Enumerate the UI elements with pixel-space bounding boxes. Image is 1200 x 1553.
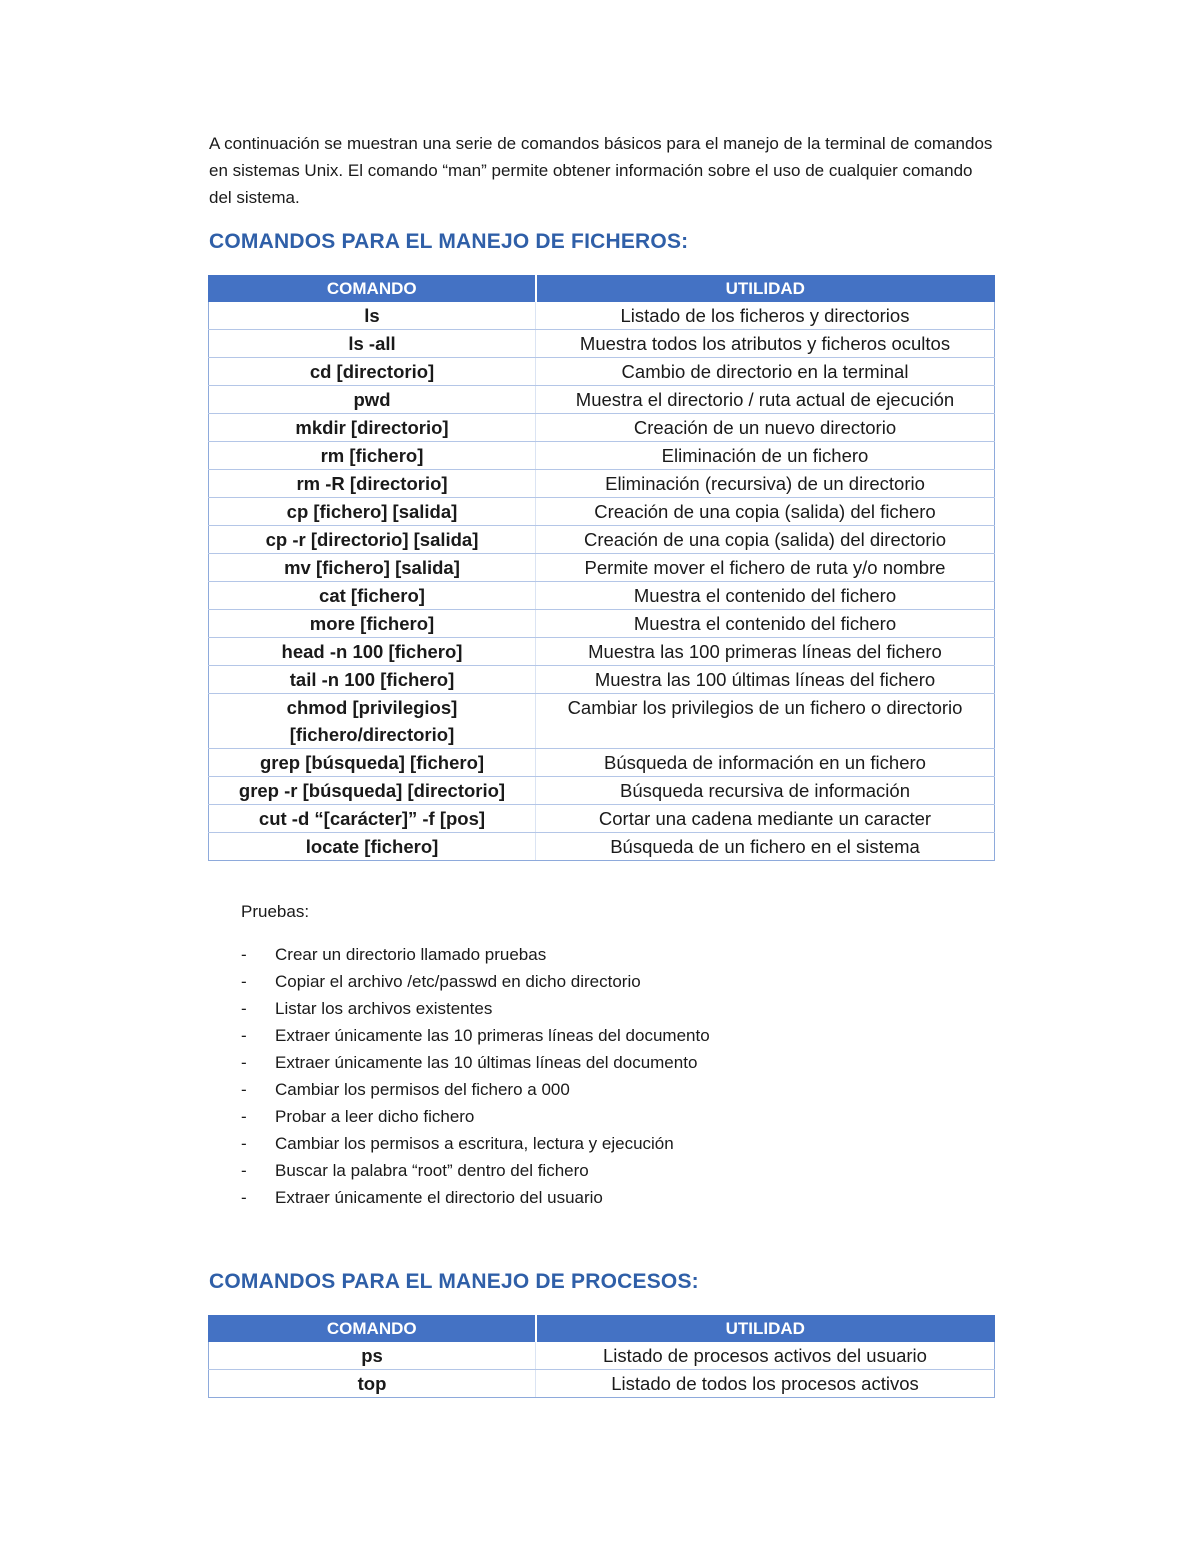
utility-cell: Búsqueda de un fichero en el sistema [536,833,995,861]
table-row [209,666,995,694]
command-cell: cp [fichero] [salida] [209,498,536,526]
command-cell: more [fichero] [209,610,536,638]
table-row [209,442,995,470]
command-cell: cat [fichero] [209,582,536,610]
table-row [209,582,995,610]
utility-cell: Cambiar los privilegios de un fichero o directorio [536,694,995,749]
bullet-dash: - [241,1161,247,1180]
list-item-text: Cambiar los permisos a escritura, lectura y ejecución [275,1134,674,1153]
table-row [209,498,995,526]
command-cell: mv [fichero] [salida] [209,554,536,582]
table-row [209,470,995,498]
table-row [209,330,995,358]
table-row [209,749,995,777]
column-header-utility: UTILIDAD [536,276,995,302]
files-section-title: COMANDOS PARA EL MANEJO DE FICHEROS: [209,230,689,253]
utility-cell: Cortar una cadena mediante un caracter [536,805,995,833]
column-header-utility: UTILIDAD [536,1316,995,1342]
command-cell: ps [209,1342,536,1370]
bullet-dash: - [241,1053,247,1072]
table-row [209,1370,995,1398]
bullet-dash: - [241,1026,247,1045]
list-item [241,995,710,1022]
list-item-text: Cambiar los permisos del fichero a 000 [275,1080,570,1099]
utility-cell: Permite mover el fichero de ruta y/o nombre [536,554,995,582]
table-row [209,386,995,414]
column-header-command: COMANDO [209,1316,536,1342]
tests-list [241,941,710,1211]
command-cell: cut -d “[carácter]” -f [pos] [209,805,536,833]
column-header-command: COMANDO [209,276,536,302]
utility-cell: Creación de una copia (salida) del directorio [536,526,995,554]
list-item [241,1157,710,1184]
list-item-text: Listar los archivos existentes [275,999,493,1018]
table-row [209,526,995,554]
list-item [241,1184,710,1211]
command-cell: cd [directorio] [209,358,536,386]
utility-cell: Muestra las 100 primeras líneas del fichero [536,638,995,666]
list-item-text: Crear un directorio llamado pruebas [275,945,547,964]
files-commands-table [208,275,995,861]
command-cell: pwd [209,386,536,414]
list-item-text: Extraer únicamente el directorio del usuario [275,1188,603,1207]
command-cell: cp -r [directorio] [salida] [209,526,536,554]
table-row [209,694,995,749]
utility-cell: Búsqueda recursiva de información [536,777,995,805]
command-cell: mkdir [directorio] [209,414,536,442]
command-cell: top [209,1370,536,1398]
table-row [209,805,995,833]
list-item-text: Buscar la palabra “root” dentro del fichero [275,1161,589,1180]
utility-cell: Muestra el directorio / ruta actual de ejecución [536,386,995,414]
table-row [209,302,995,330]
utility-cell: Muestra todos los atributos y ficheros ocultos [536,330,995,358]
table-row [209,610,995,638]
table-row [209,1342,995,1370]
command-cell: rm [fichero] [209,442,536,470]
bullet-dash: - [241,972,247,991]
bullet-dash: - [241,945,247,964]
processes-table-body [209,1342,995,1398]
list-item [241,1130,710,1157]
list-item-text: Extraer únicamente las 10 últimas líneas del documento [275,1053,698,1072]
table-row [209,833,995,861]
bullet-dash: - [241,1080,247,1099]
utility-cell: Cambio de directorio en la terminal [536,358,995,386]
command-cell: rm -R [directorio] [209,470,536,498]
table-row [209,777,995,805]
bullet-dash: - [241,1134,247,1153]
bullet-dash: - [241,1107,247,1126]
list-item [241,1076,710,1103]
utility-cell: Listado de todos los procesos activos [536,1370,995,1398]
utility-cell: Muestra el contenido del fichero [536,610,995,638]
table-header-row [209,276,995,302]
processes-commands-table [208,1315,995,1398]
utility-cell: Eliminación de un fichero [536,442,995,470]
command-cell: head -n 100 [fichero] [209,638,536,666]
list-item [241,1103,710,1130]
utility-cell: Búsqueda de información en un fichero [536,749,995,777]
utility-cell: Muestra el contenido del fichero [536,582,995,610]
list-item [241,941,710,968]
table-row [209,358,995,386]
utility-cell: Listado de los ficheros y directorios [536,302,995,330]
command-cell: ls -all [209,330,536,358]
list-item-text: Probar a leer dicho fichero [275,1107,475,1126]
processes-section-title: COMANDOS PARA EL MANEJO DE PROCESOS: [209,1270,699,1293]
files-table-body [209,302,995,861]
bullet-dash: - [241,999,247,1018]
list-item-text: Extraer únicamente las 10 primeras líneas del documento [275,1026,710,1045]
table-row [209,414,995,442]
command-cell: grep [búsqueda] [fichero] [209,749,536,777]
tests-label: Pruebas: [241,902,310,921]
utility-cell: Eliminación (recursiva) de un directorio [536,470,995,498]
table-header-row [209,1316,995,1342]
command-cell: locate [fichero] [209,833,536,861]
list-item [241,968,710,995]
list-item-text: Copiar el archivo /etc/passwd en dicho directorio [275,972,641,991]
command-cell: chmod [privilegios] [fichero/directorio] [209,694,536,749]
utility-cell: Muestra las 100 últimas líneas del fichero [536,666,995,694]
table-row [209,554,995,582]
table-row [209,638,995,666]
command-cell: grep -r [búsqueda] [directorio] [209,777,536,805]
utility-cell: Creación de un nuevo directorio [536,414,995,442]
utility-cell: Listado de procesos activos del usuario [536,1342,995,1370]
list-item [241,1049,710,1076]
intro-paragraph: A continuación se muestran una serie de comandos básicos para el manejo de la terminal de comandos en sistemas Unix. El comando “man” permite obtener información sobre el uso de cualquier comando del sistema. [209,134,993,207]
command-cell: ls [209,302,536,330]
list-item [241,1022,710,1049]
command-cell: tail -n 100 [fichero] [209,666,536,694]
bullet-dash: - [241,1188,247,1207]
utility-cell: Creación de una copia (salida) del fichero [536,498,995,526]
